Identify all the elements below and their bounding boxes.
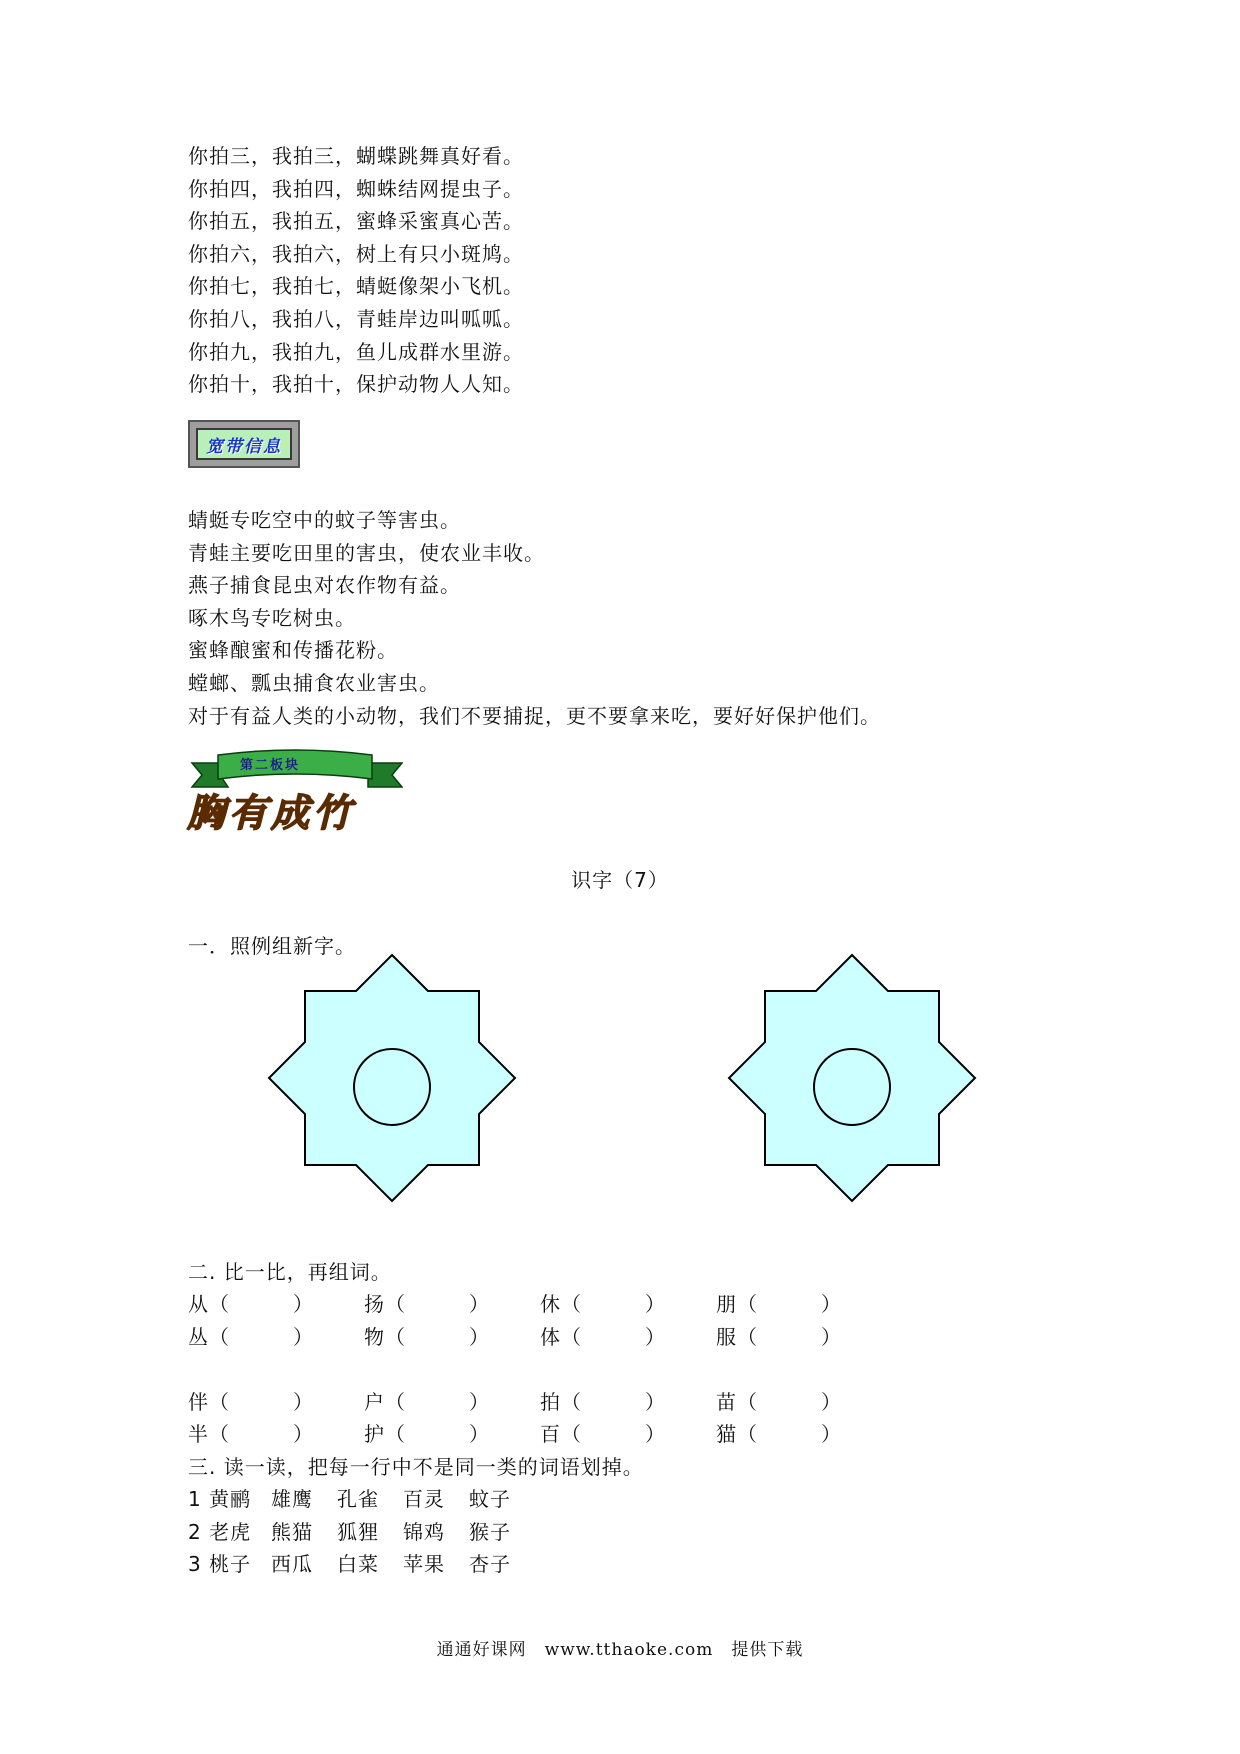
rhyme-line: 你拍八，我拍八，青蛙岸边叫呱呱。: [188, 306, 524, 331]
word-cell: 狐狸: [337, 1519, 379, 1544]
info-badge: [188, 420, 300, 468]
rhyme-line: 你拍四，我拍四，蜘蛛结网提虫子。: [188, 176, 524, 201]
compare-cell: 半（ ）: [188, 1422, 314, 1446]
animal-facts: [188, 504, 881, 732]
word-cell: 白菜: [337, 1552, 379, 1576]
word-cell: 锦鸡: [403, 1519, 445, 1544]
fact-line: 燕子捕食昆虫对农作物有益。: [188, 573, 461, 598]
compare-cell: 朋（ ）: [716, 1292, 842, 1316]
word-cell: 百灵: [403, 1487, 445, 1511]
word-cell: 西瓜: [271, 1552, 313, 1576]
clapping-rhyme: [188, 140, 524, 401]
center-circle-left: [354, 1049, 430, 1125]
word-cell: 蚊子: [469, 1487, 511, 1511]
fact-line: 对于有益人类的小动物，我们不要捕捉，更不要拿来吃，要好好保护他们。: [188, 703, 881, 728]
banner-title: 胸有成竹: [187, 790, 356, 835]
info-badge-label: 宽带信息: [196, 428, 292, 460]
compare-cell: 护（ ）: [364, 1422, 490, 1446]
word-cell: 杏子: [469, 1552, 511, 1576]
rhyme-line: 你拍六，我拍六，树上有只小斑鸠。: [188, 241, 524, 266]
word-cell: 猴子: [469, 1519, 511, 1544]
word-cell: 熊猫: [271, 1519, 313, 1544]
compare-cell: 猫（ ）: [716, 1422, 842, 1446]
question-1: 一．照例组新字。: [188, 934, 356, 958]
star-diagrams: [0, 950, 1240, 1210]
fact-line: 青蛙主要吃田里的害虫，使农业丰收。: [188, 540, 545, 565]
compare-cell: 丛（ ）: [188, 1324, 314, 1349]
compare-cell: 伴（ ）: [188, 1389, 314, 1414]
compare-cell: 从（ ）: [188, 1292, 314, 1316]
fact-line: 螳螂、瓢虫捕食农业害虫。: [188, 670, 440, 695]
rhyme-line: 你拍九，我拍九，鱼儿成群水里游。: [188, 339, 524, 364]
question-2: 二. 比一比，再组词。: [188, 1260, 392, 1284]
center-circle-right: [814, 1049, 890, 1125]
question-3: 三. 读一读，把每一行中不是同一类的词语划掉。: [188, 1455, 644, 1479]
word-cell: 1 黄鹂: [188, 1487, 252, 1511]
word-cell: 2 老虎: [188, 1519, 252, 1544]
word-cell: 苹果: [403, 1552, 445, 1576]
word-cell: 孔雀: [337, 1487, 379, 1511]
fact-line: 啄木鸟专吃树虫。: [188, 605, 356, 630]
compare-cell: 苗（ ）: [716, 1389, 842, 1414]
word-cell: 3 桃子: [188, 1552, 252, 1576]
compare-cell: 拍（ ）: [540, 1389, 666, 1414]
star-shape-left: [269, 955, 515, 1201]
compare-cell: 百（ ）: [540, 1422, 666, 1446]
section-title: 识字（7）: [571, 868, 669, 892]
fact-line: 蜜蜂酿蜜和传播花粉。: [188, 638, 398, 663]
fact-line: 蜻蜓专吃空中的蚊子等害虫。: [188, 508, 461, 532]
compare-cell: 休（ ）: [540, 1292, 666, 1316]
rhyme-line: 你拍五，我拍五，蜜蜂采蜜真心苦。: [188, 209, 524, 234]
compare-cell: 体（ ）: [540, 1324, 666, 1349]
star-shape-right: [729, 955, 975, 1201]
rhyme-line: 你拍十，我拍十，保护动物人人知。: [188, 372, 524, 397]
footer-credit: 通通好课网 www.tthaoke.com 提供下载: [436, 1640, 804, 1660]
compare-cell: 物（ ）: [364, 1324, 490, 1349]
banner-ribbon-label: 第二板块: [240, 758, 301, 773]
compare-cell: 扬（ ）: [364, 1292, 490, 1316]
rhyme-line: 你拍七，我拍七，蜻蜓像架小飞机。: [188, 274, 524, 299]
rhyme-line: 你拍三，我拍三，蝴蝶跳舞真好看。: [188, 144, 524, 168]
compare-cell: 服（ ）: [716, 1324, 842, 1349]
word-cell: 雄鹰: [271, 1487, 313, 1511]
compare-cell: 户（ ）: [364, 1389, 490, 1414]
